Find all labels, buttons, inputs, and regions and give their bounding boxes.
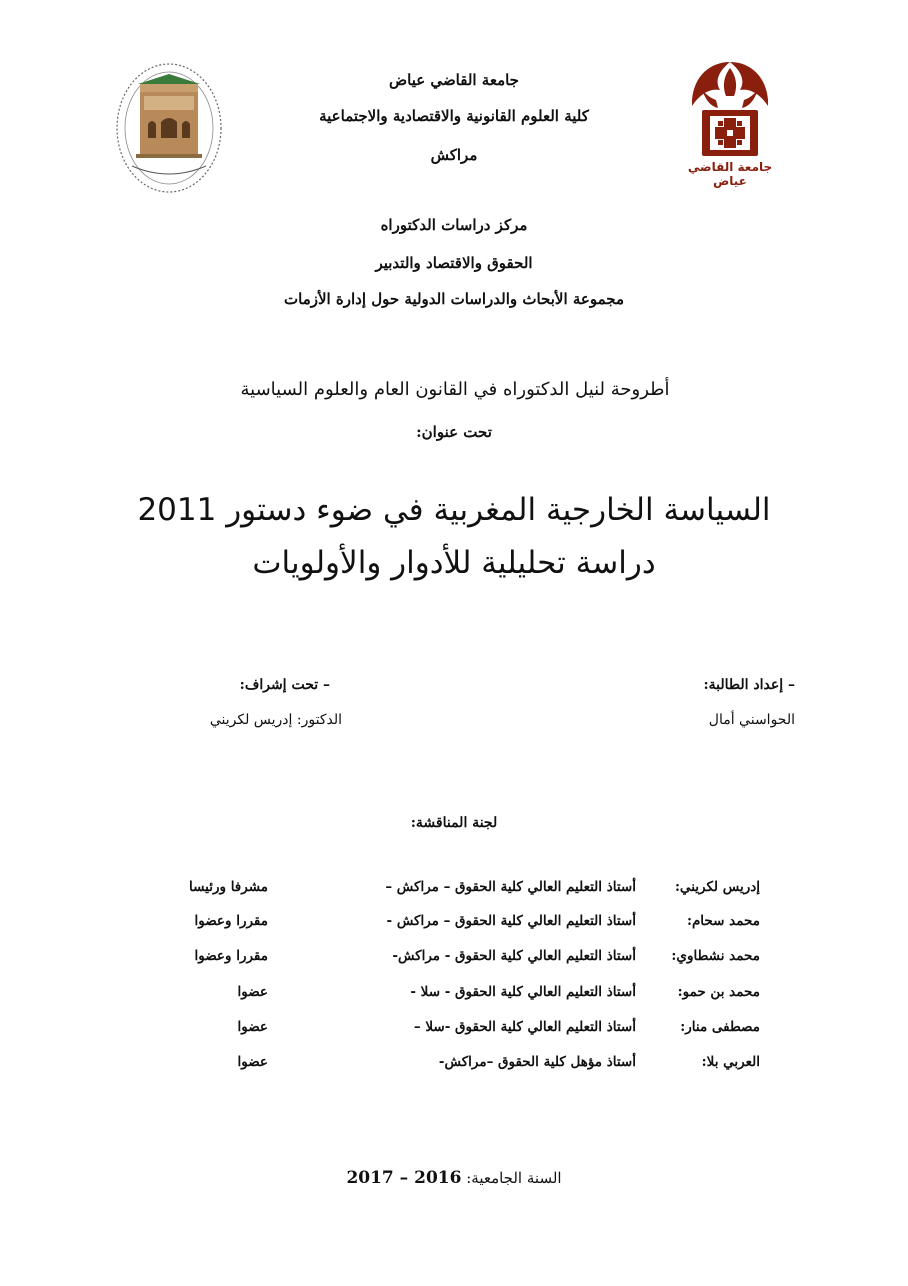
committee-row xyxy=(150,984,760,1010)
minaret-seal-icon xyxy=(112,58,227,198)
member-role: عضوا xyxy=(237,1019,268,1035)
member-position: أستاذ التعليم العالي كلية الحقوق – مراكش – xyxy=(385,879,636,895)
member-name: محمد بن حمو: xyxy=(677,984,760,1000)
member-position: أستاذ التعليم العالي كلية الحقوق – مراكش - xyxy=(386,913,636,929)
member-position: أستاذ التعليم العالي كلية الحقوق - مراكش- xyxy=(392,948,636,964)
academic-year xyxy=(250,1168,658,1188)
member-name: العربي بلا: xyxy=(701,1054,760,1070)
committee-row xyxy=(150,948,760,974)
member-role: مشرفا ورئيسا xyxy=(188,879,268,895)
supervisor-label: – تحت إشراف: xyxy=(239,677,330,693)
academic-year-label: السنة الجامعية: xyxy=(466,1169,562,1187)
doctoral-field: الحقوق والاقتصاد والتدبير xyxy=(375,254,533,272)
committee-row xyxy=(150,1054,760,1080)
member-position: أستاذ التعليم العالي كلية الحقوق - سلا - xyxy=(410,984,636,1000)
committee-row xyxy=(150,879,760,905)
committee-row xyxy=(150,913,760,939)
university-logo xyxy=(680,60,780,188)
research-group: مجموعة الأبحاث والدراسات الدولية حول إدارة الأزمات xyxy=(284,290,624,308)
member-name: محمد سحام: xyxy=(686,913,760,929)
under-title-label: تحت عنوان: xyxy=(416,423,492,441)
academic-year-value: 2016 – 2017 xyxy=(346,1168,462,1188)
member-role: عضوا xyxy=(237,984,268,1000)
city-name: مراكش xyxy=(430,146,478,164)
committee-row xyxy=(150,1019,760,1045)
member-name: مصطفى منار: xyxy=(680,1019,760,1035)
member-name: محمد نشطاوي: xyxy=(671,948,760,964)
member-role: عضوا xyxy=(237,1054,268,1070)
university-name: جامعة القاضي عياض xyxy=(389,71,519,89)
member-name: إدريس لكريني: xyxy=(674,879,760,895)
committee-title: لجنة المناقشة: xyxy=(410,815,498,831)
member-role: مقررا وعضوا xyxy=(194,948,268,964)
thesis-statement: أطروحة لنيل الدكتوراه في القانون العام والعلوم السياسية xyxy=(240,379,670,400)
faculty-seal xyxy=(112,58,227,198)
student-name: الحواسني أمال xyxy=(708,712,795,728)
doctoral-center: مركز دراسات الدكتوراه xyxy=(380,216,528,234)
member-role: مقررا وعضوا xyxy=(194,913,268,929)
logo-caption: جامعة القاضي عياض xyxy=(687,160,773,188)
thesis-title-line-2: دراسة تحليلية للأدوار والأولويات xyxy=(252,545,656,581)
member-position: أستاذ التعليم العالي كلية الحقوق -سلا – xyxy=(413,1019,636,1035)
member-position: أستاذ مؤهل كلية الحقوق –مراكش- xyxy=(438,1054,636,1070)
thesis-title-line-1: السياسة الخارجية المغربية في ضوء دستور 2011 xyxy=(137,492,771,528)
student-label: – إعداد الطالبة: xyxy=(703,677,795,693)
faculty-name: كلية العلوم القانونية والاقتصادية والاجتماعية xyxy=(319,107,589,125)
supervisor-name: الدكتور: إدريس لكريني xyxy=(209,712,342,728)
